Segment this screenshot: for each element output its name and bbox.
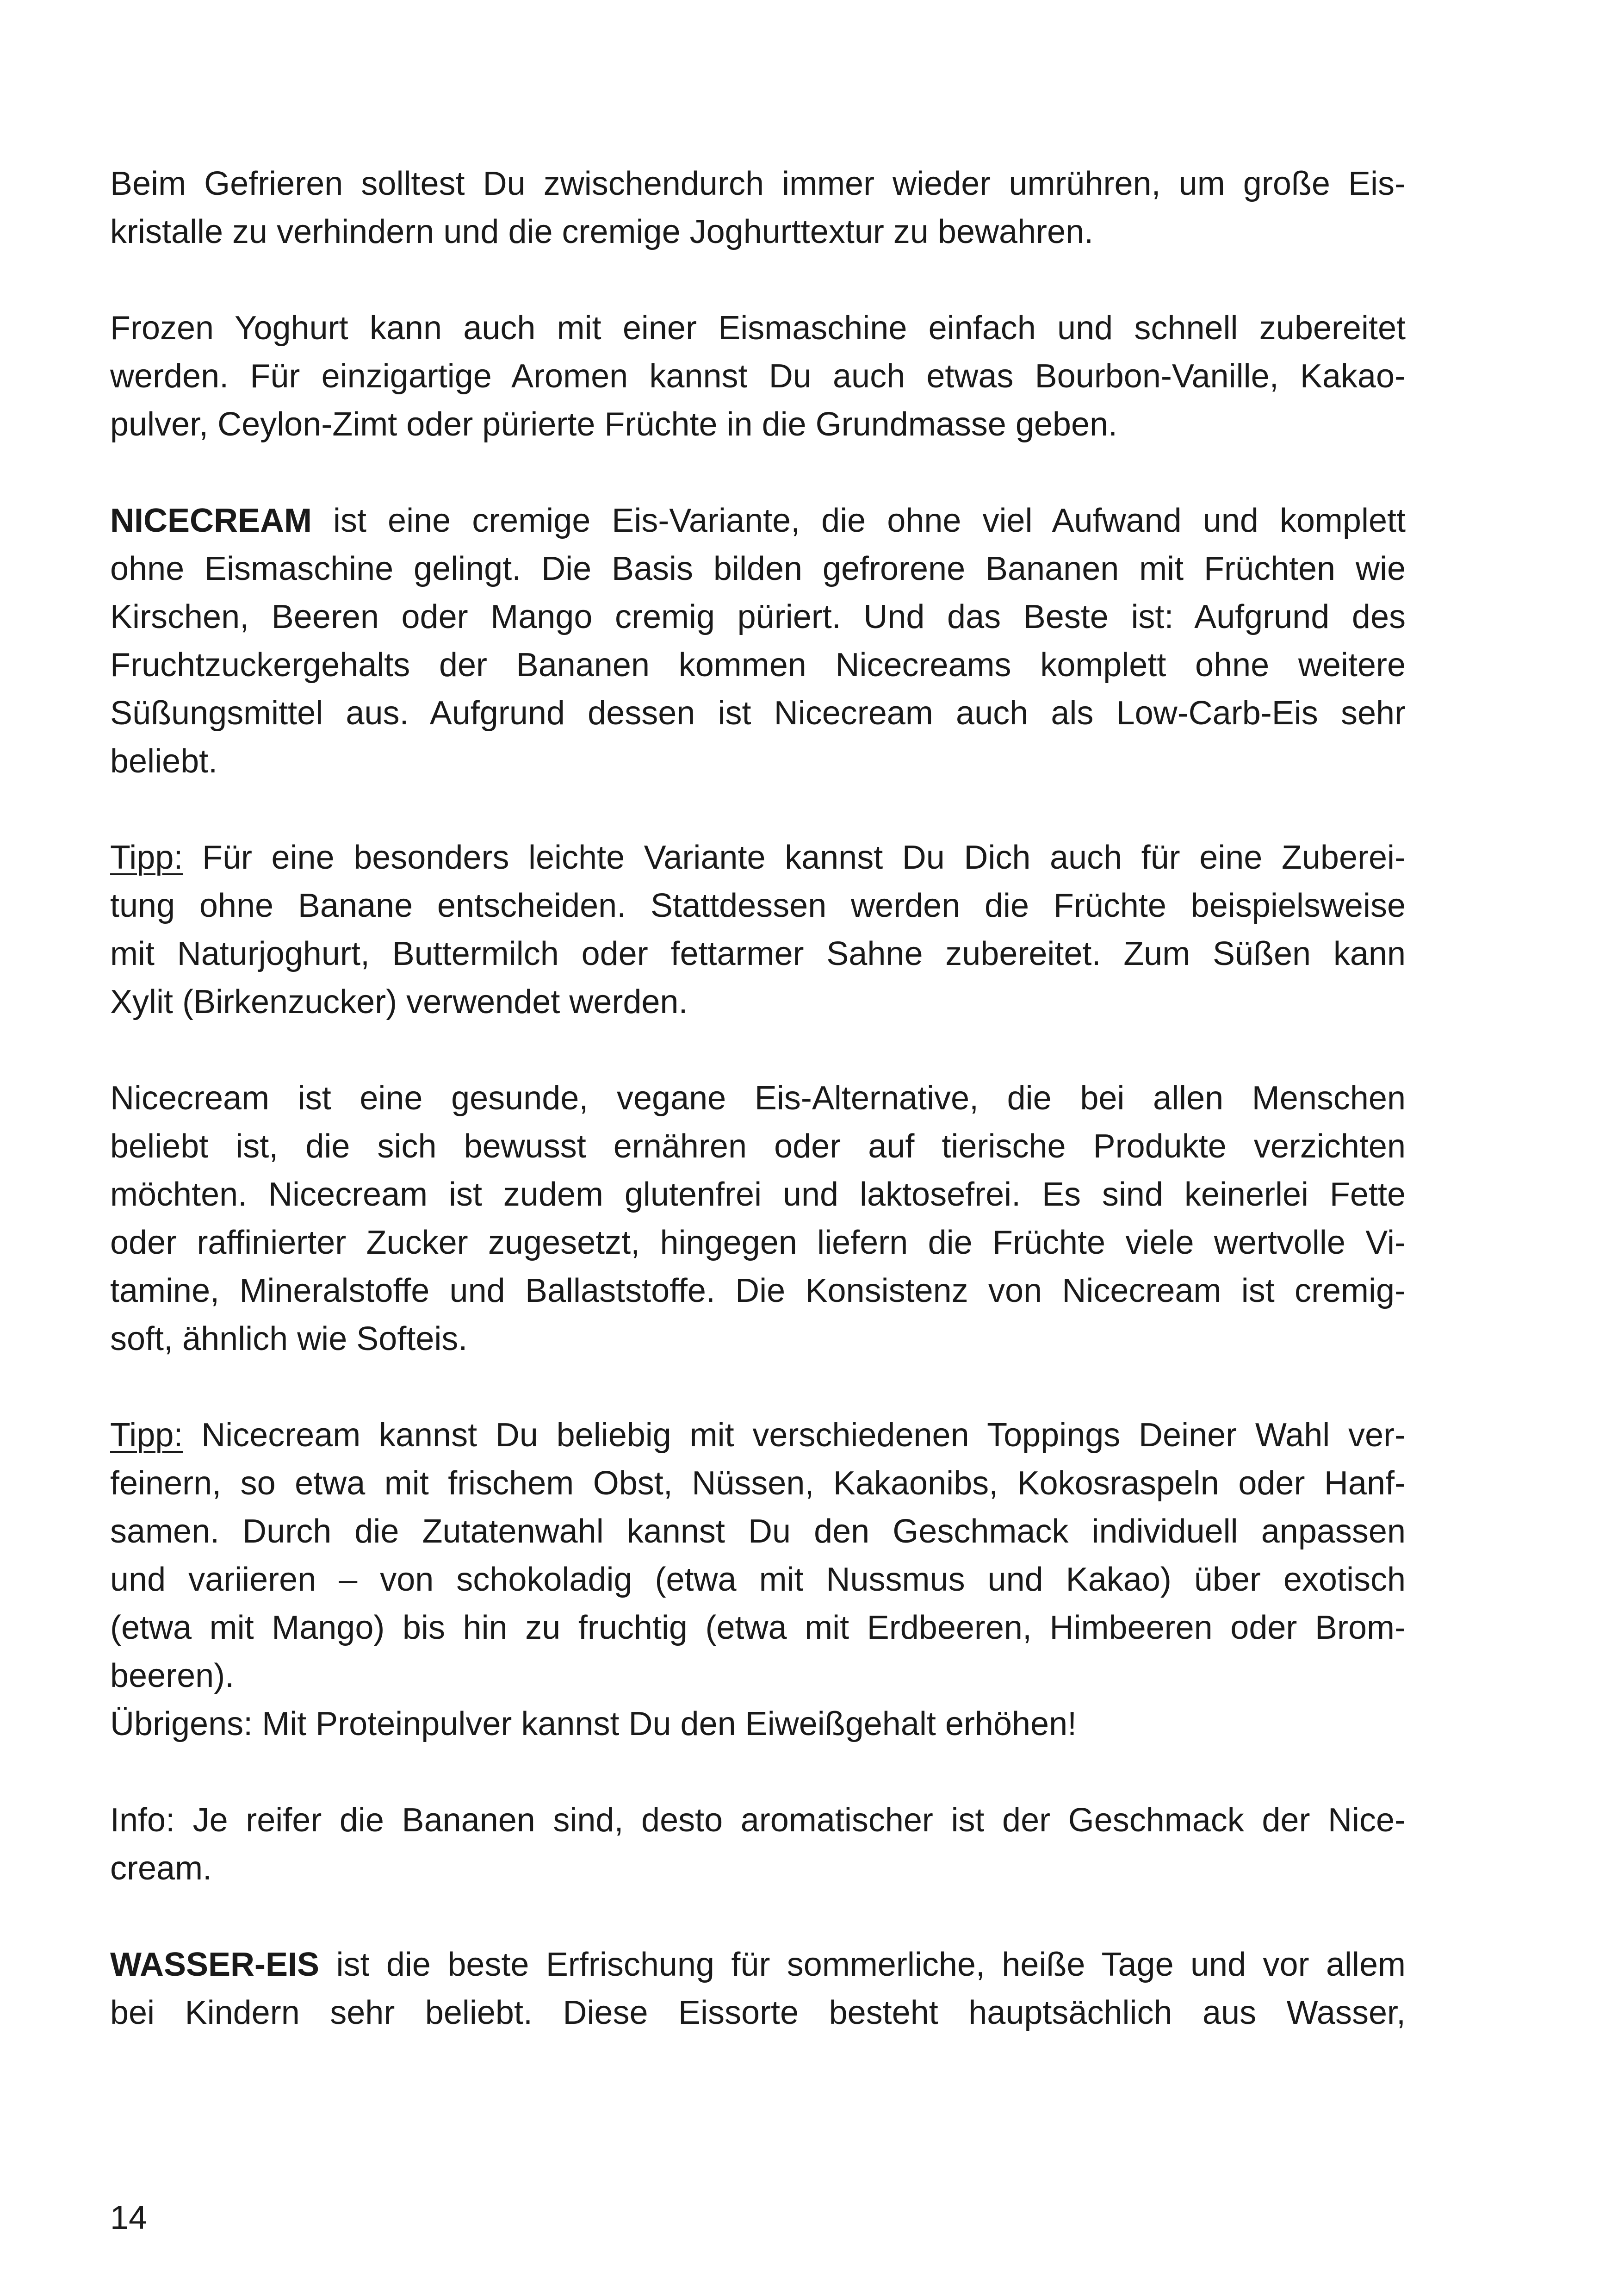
text-run: ist die beste Erfrischung für sommerliche, heiße Tage und vor allem: [319, 1946, 1406, 1983]
tip-label: Tipp:: [110, 839, 183, 876]
paragraph-tip-toppings: [110, 1411, 1406, 1700]
paragraph-healthy-alternative: [110, 1074, 1406, 1363]
text-line: samen. Durch die Zutatenwahl kannst Du den Geschmack individuell anpassen: [110, 1513, 1406, 1550]
text-line: ohne Eismaschine gelingt. Die Basis bilden gefrorene Bananen mit Früchten wie: [110, 550, 1406, 587]
text-line: Nicecream ist eine gesunde, vegane Eis-Alternative, die bei allen Menschen: [110, 1080, 1406, 1117]
text-run: ist eine cremige Eis-Variante, die ohne viel Aufwand und komplett: [312, 502, 1406, 539]
text-line: [110, 497, 1406, 545]
text-line: beliebt ist, die sich bewusst ernähren oder auf tierische Produkte verzichten: [110, 1128, 1406, 1165]
text-line: möchten. Nicecream ist zudem glutenfrei und laktosefrei. Es sind keinerlei Fette: [110, 1176, 1406, 1213]
section-heading-wasser-eis: WASSER-EIS: [110, 1946, 320, 1983]
text-line: Info: Je reifer die Bananen sind, desto aromatischer ist der Geschmack der Nice-: [110, 1802, 1406, 1839]
text-line: bei Kindern sehr beliebt. Diese Eissorte besteht hauptsächlich aus Wasser,: [110, 1994, 1406, 2031]
paragraph-nicecream: [110, 497, 1406, 785]
paragraph-freezing: [110, 160, 1406, 256]
paragraph-info-bananas: [110, 1796, 1406, 1892]
paragraph-tip-light-variant: [110, 834, 1406, 1026]
text-line: Xylit (Birkenzucker) verwendet werden.: [110, 983, 688, 1020]
page-number: 14: [110, 2199, 148, 2236]
paragraph-protein-note: [110, 1700, 1406, 1748]
text-line: cream.: [110, 1850, 212, 1887]
text-line: tung ohne Banane entscheiden. Stattdessen werden die Früchte beispielsweise: [110, 887, 1406, 924]
text-line: oder raffinierter Zucker zugesetzt, hingegen liefern die Früchte viele wertvolle Vi-: [110, 1224, 1406, 1261]
text-line: werden. Für einzigartige Aromen kannst Du auch etwas Bourbon-Vanille, Kakao-: [110, 358, 1406, 395]
text-line: Fruchtzuckergehalts der Bananen kommen Nicecreams komplett ohne weitere: [110, 647, 1406, 684]
tip-label: Tipp:: [110, 1417, 183, 1454]
text-line: (etwa mit Mango) bis hin zu fruchtig (etwa mit Erdbeeren, Himbeeren oder Brom-: [110, 1609, 1406, 1646]
text-line: beliebt.: [110, 743, 218, 780]
text-line: Süßungsmittel aus. Aufgrund dessen ist Nicecream auch als Low-Carb-Eis sehr: [110, 695, 1406, 732]
paragraph-wasser-eis: [110, 1941, 1406, 2037]
text-line: feinern, so etwa mit frischem Obst, Nüssen, Kakaonibs, Kokosraspeln oder Hanf-: [110, 1465, 1406, 1502]
body-text: [110, 160, 1406, 2037]
text-line: Beim Gefrieren solltest Du zwischendurch immer wieder umrühren, um große Eis-: [110, 165, 1406, 202]
text-line: Kirschen, Beeren oder Mango cremig püriert. Und das Beste ist: Aufgrund des: [110, 598, 1406, 635]
text-line: [110, 1411, 1406, 1459]
text-line: beeren).: [110, 1657, 235, 1694]
text-run: Nicecream kannst Du beliebig mit verschiedenen Toppings Deiner Wahl ver-: [183, 1417, 1406, 1454]
text-line: Übrigens: Mit Proteinpulver kannst Du den Eiweißgehalt erhöhen!: [110, 1705, 1077, 1742]
text-line: [110, 834, 1406, 882]
text-line: [110, 1941, 1406, 1989]
text-line: tamine, Mineralstoffe und Ballaststoffe. Die Konsistenz von Nicecream ist cremig-: [110, 1272, 1406, 1309]
text-line: mit Naturjoghurt, Buttermilch oder fettarmer Sahne zubereitet. Zum Süßen kann: [110, 935, 1406, 972]
text-line: kristalle zu verhindern und die cremige Joghurttextur zu bewahren.: [110, 213, 1094, 250]
text-line: pulver, Ceylon-Zimt oder pürierte Früchte in die Grundmasse geben.: [110, 406, 1118, 443]
paragraph-frozen-yoghurt: [110, 304, 1406, 448]
text-line: und variieren – von schokoladig (etwa mit Nussmus und Kakao) über exotisch: [110, 1561, 1406, 1598]
text-line: Frozen Yoghurt kann auch mit einer Eismaschine einfach und schnell zubereitet: [110, 310, 1406, 347]
section-heading-nicecream: NICECREAM: [110, 502, 312, 539]
text-line: soft, ähnlich wie Softeis.: [110, 1320, 468, 1357]
text-run: Für eine besonders leichte Variante kannst Du Dich auch für eine Zuberei-: [183, 839, 1406, 876]
